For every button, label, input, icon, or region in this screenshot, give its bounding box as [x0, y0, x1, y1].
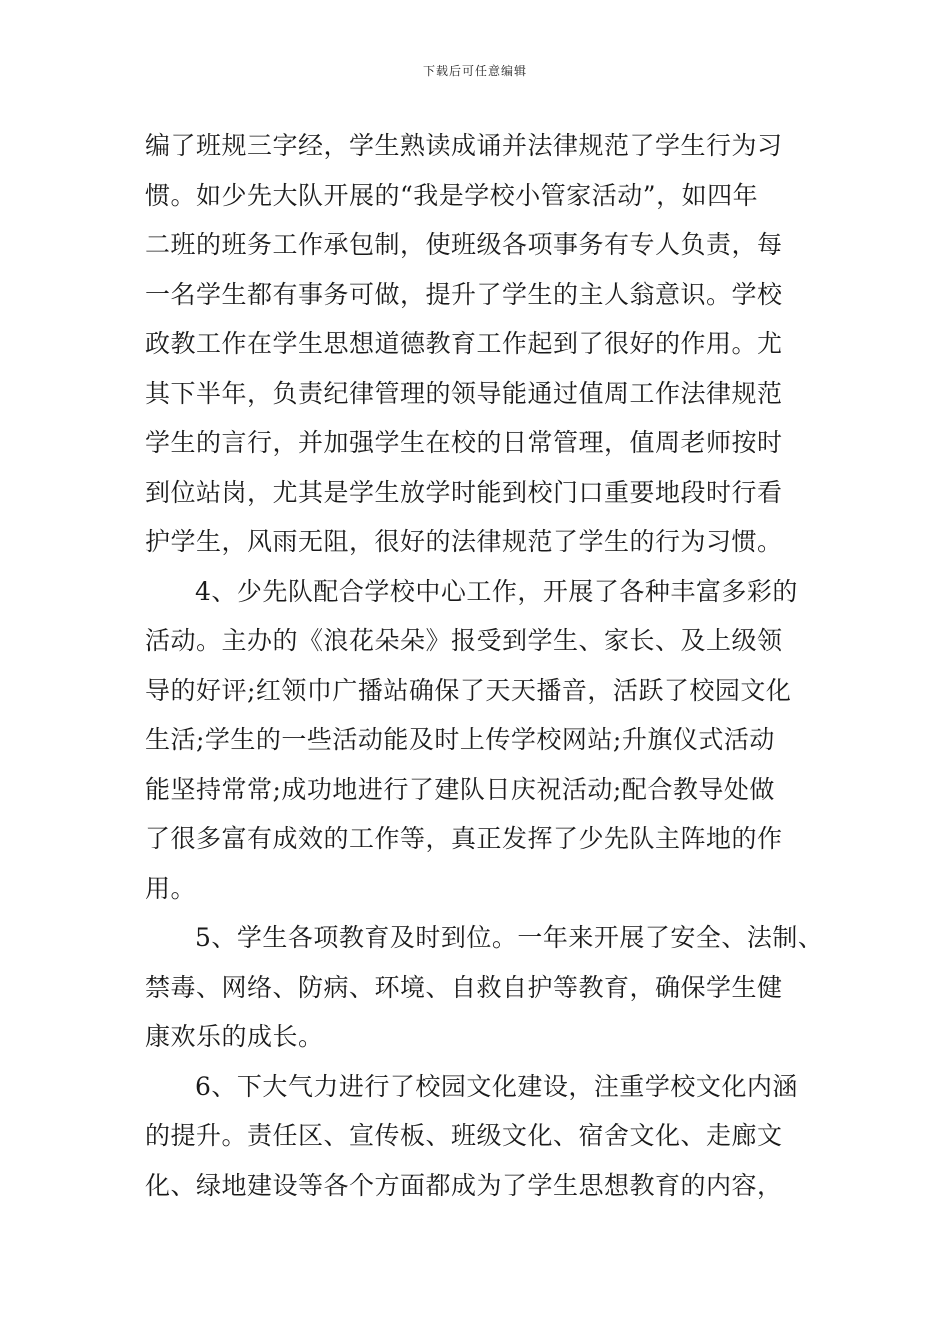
paragraph — [145, 121, 845, 567]
text-line: 其下半年，负责纪律管理的领导能通过值周工作法律规范 — [145, 378, 783, 408]
text-line: 到位站岗，尤其是学生放学时能到校门口重要地段时行看 — [145, 477, 783, 507]
text-line: 用。 — [145, 873, 197, 903]
text-line: 的提升。责任区、宣传板、班级文化、宿舍文化、走廊文 — [145, 1121, 783, 1150]
text-line: 6、下大气力进行了校园文化建设，注重学校文化内涵 — [195, 1071, 798, 1101]
text-line: 禁毒、网络、防病、环境、自救自护等教育，确保学生健 — [145, 972, 783, 1002]
page-header: 下载后可任意编辑 — [422, 64, 527, 78]
text-line: 活动。主办的《浪花朵朵》报受到学生、家长、及上级领 — [145, 626, 783, 655]
paragraph — [145, 1062, 845, 1211]
text-line: 康欢乐的成长。 — [145, 1022, 324, 1051]
text-line: 学生的言行，并加强学生在校的日常管理，值周老师按时 — [145, 428, 783, 457]
text-line: 一名学生都有事务可做，提升了学生的主人翁意识。学校 — [145, 279, 783, 309]
paragraph — [145, 913, 845, 1062]
text-line: 编了班规三字经，学生熟读成诵并法律规范了学生行为习 — [145, 131, 783, 160]
document-body — [145, 121, 845, 1210]
text-line: 二班的班务工作承包制，使班级各项事务有专人负责，每 — [145, 230, 783, 259]
text-line: 护学生，风雨无阻，很好的法律规范了学生的行为习惯。 — [145, 527, 783, 556]
text-line: 惯。如少先大队开展的“我是学校小管家活动”，如四年 — [145, 180, 759, 210]
text-line: 能坚持常常;成功地进行了建队日庆祝活动;配合教导处做 — [145, 774, 775, 804]
text-line: 生活;学生的一些活动能及时上传学校网站;升旗仪式活动 — [145, 725, 775, 754]
paragraph — [145, 567, 845, 914]
text-line: 5、学生各项教育及时到位。一年来开展了安全、法制、 — [195, 923, 824, 952]
text-line: 化、绿地建设等各个方面都成为了学生思想教育的内容， — [145, 1170, 783, 1200]
text-line: 导的好评;红领巾广播站确保了天天播音，活跃了校园文化 — [145, 675, 792, 705]
text-line: 4、少先队配合学校中心工作，开展了各种丰富多彩的 — [195, 576, 798, 606]
text-line: 政教工作在学生思想道德教育工作起到了很好的作用。尤 — [145, 329, 783, 358]
text-line: 了很多富有成效的工作等，真正发挥了少先队主阵地的作 — [145, 824, 783, 853]
